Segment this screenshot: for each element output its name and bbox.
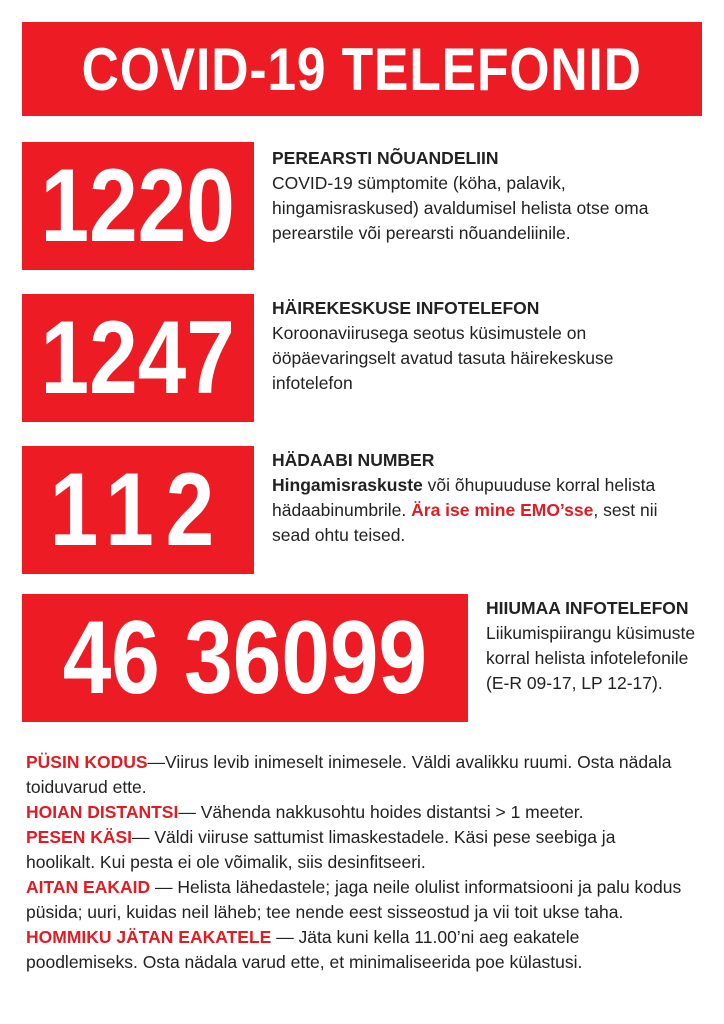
phone-number-box-hiiumaa xyxy=(22,594,468,722)
advice-label: HOIAN DISTANTSI xyxy=(26,802,179,822)
phone-number: 1247 xyxy=(40,299,236,416)
advice-text: — Väldi viiruse sattumist limaskestadele. Käsi pese seebiga ja hoolikalt. Kui pesta ei ole võimalik, siis desinfitseeri. xyxy=(26,827,616,872)
entry-info-112 xyxy=(272,448,692,548)
title-banner xyxy=(22,22,702,116)
phone-number: 46 36099 xyxy=(62,599,428,716)
phone-number-box-1247 xyxy=(22,294,254,422)
advice-text: — Vähenda nakkusohtu hoides distantsi > 1 meeter. xyxy=(178,802,584,822)
advice-label: PESEN KÄSI xyxy=(26,827,132,847)
entry-description: COVID-19 sümptomite (köha, palavik, hingamisraskused) avaldumisel helista otse oma perearstile või perearsti nõuandeliinile. xyxy=(272,173,649,243)
advice-text: —Viirus levib inimeselt inimesele. Väldi avalikku ruumi. Osta nädala toiduvarud ette. xyxy=(26,752,672,797)
advice-label: HOMMIKU JÄTAN EAKATELE xyxy=(26,927,272,947)
entry-description: või õhupuuduse korral helista hädaabinumbrile. xyxy=(272,475,656,520)
phone-number: 1220 xyxy=(40,147,236,264)
advice-item xyxy=(26,750,686,800)
entry-description: Liikumispiirangu küsimuste korral helista infotelefonile (E-R 09-17, LP 12-17). xyxy=(486,623,696,693)
entry-emphasis: Hingamisraskuste xyxy=(272,475,423,495)
entry-heading: HÄDAABI NUMBER xyxy=(272,450,435,470)
advice-item xyxy=(26,925,686,975)
advice-text: — Helista lähedastele; jaga neile olulist informatsiooni ja palu kodus püsida; uuri, kuidas neil läheb; tee nende eest sisseostud ja vii toit ukse taha. xyxy=(26,877,682,922)
advice-item xyxy=(26,800,686,825)
phone-number: 112 xyxy=(49,451,227,568)
phone-number-box-112 xyxy=(22,446,254,574)
phone-number-box-1220 xyxy=(22,142,254,270)
entry-info-1220 xyxy=(272,146,692,246)
entry-info-hiiumaa xyxy=(486,596,706,696)
advice-label: PÜSIN KODUS xyxy=(26,752,148,772)
advice-label: AITAN EAKAID xyxy=(26,877,151,897)
page-title: COVID-19 TELEFONID xyxy=(81,35,643,103)
advice-item xyxy=(26,825,686,875)
entry-heading: PEREARSTI NÕUANDELIIN xyxy=(272,148,499,168)
entry-heading: HÄIREKESKUSE INFOTELEFON xyxy=(272,298,540,318)
advice-text: — Jäta kuni kella 11.00’ni aeg eakatele poodlemiseks. Osta nädala varud ette, et minimaliseerida poe külastusi. xyxy=(26,927,583,972)
entry-description-end: , sest nii sead ohtu teised. xyxy=(272,500,658,545)
entry-description: Koroonaviirusega seotus küsimustele on ööpäevaringselt avatud tasuta häirekeskuse infotelefon xyxy=(272,323,614,393)
advice-list xyxy=(26,750,686,975)
advice-item xyxy=(26,875,686,925)
entry-heading: HIIUMAA INFOTELEFON xyxy=(486,598,689,618)
entry-info-1247 xyxy=(272,296,692,396)
entry-warning: Ära ise mine EMO’sse xyxy=(411,500,594,520)
